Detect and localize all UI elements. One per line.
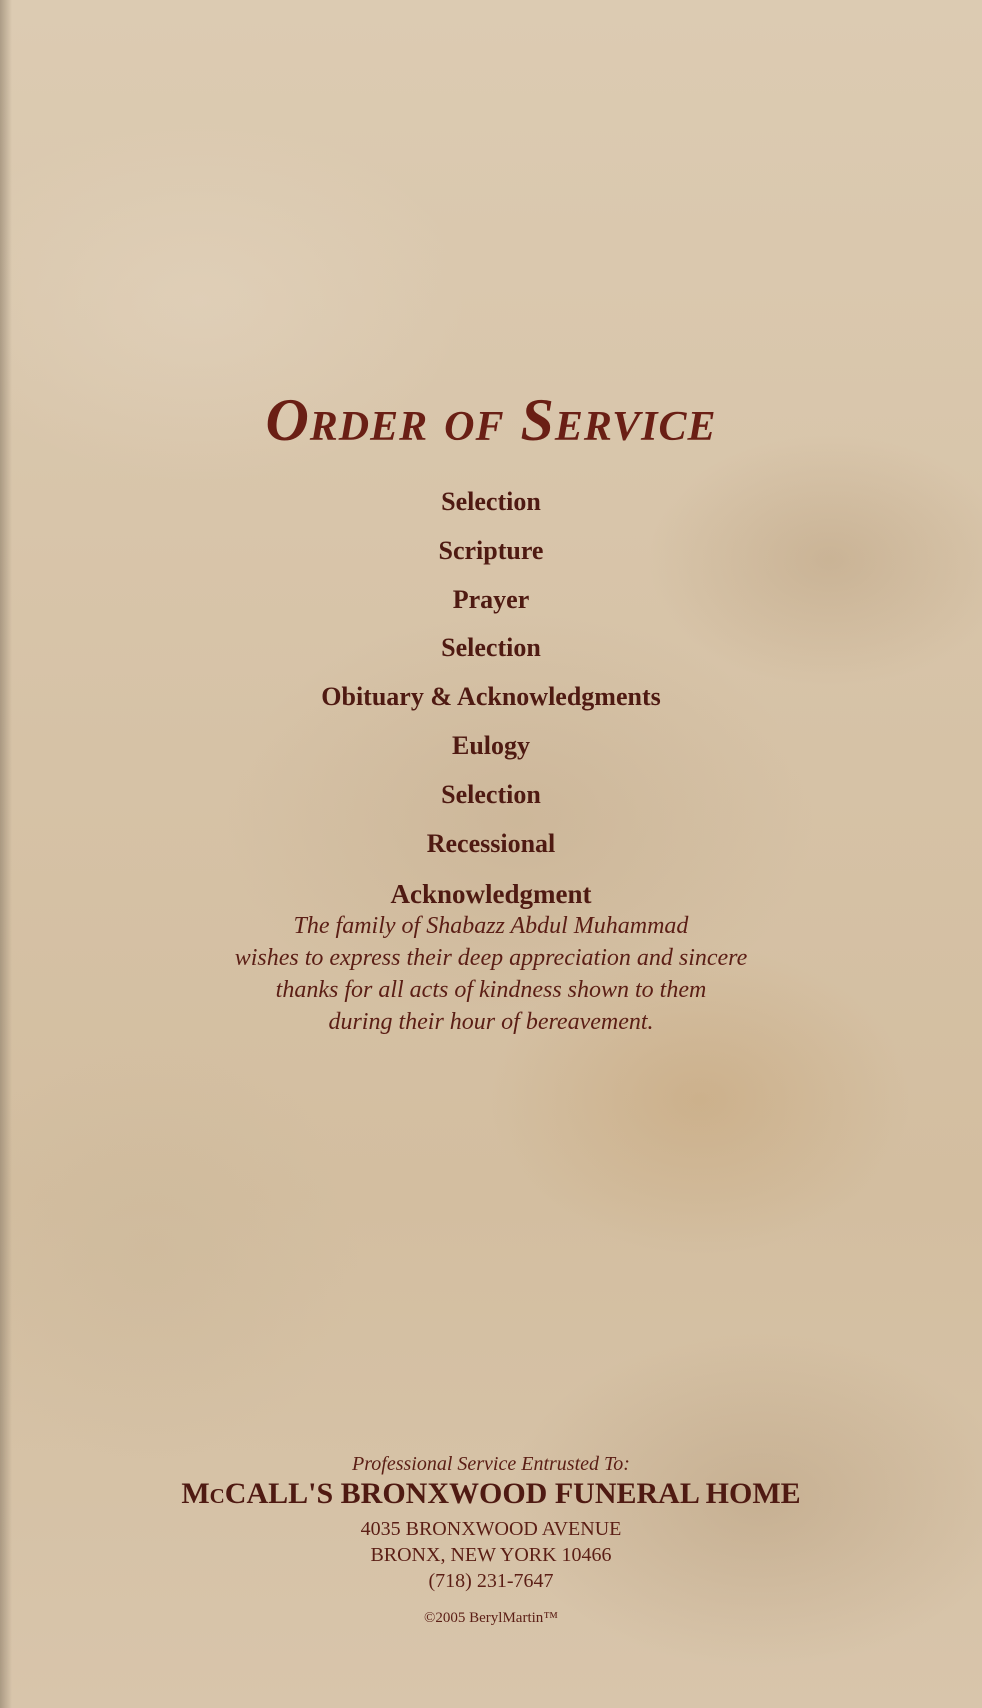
service-item-obituary: Obituary & Acknowledgments — [321, 682, 661, 712]
acknowledgment-line: The family of Shabazz Abdul Muhammad — [293, 913, 689, 939]
address-city: BRONX, NEW YORK 10466 — [370, 1544, 612, 1566]
funeral-home-name: McCALL'S BRONXWOOD FUNERAL HOME — [181, 1477, 801, 1510]
service-item-recessional: Recessional — [426, 828, 556, 858]
acknowledgment-heading: Acknowledgment — [390, 879, 592, 909]
acknowledgment-text — [0, 910, 982, 1038]
service-item-selection-1: Selection — [441, 487, 541, 516]
entrusted-label: Professional Service Entrusted To: — [352, 1453, 630, 1475]
order-of-service-list — [0, 478, 982, 868]
service-item-selection-2: Selection — [441, 633, 541, 663]
service-item-prayer: Prayer — [452, 584, 530, 614]
service-item-scripture: Scripture — [438, 535, 544, 565]
copyright-notice: ©2005 BerylMartin™ — [424, 1610, 558, 1626]
service-item-eulogy: Eulogy — [451, 730, 531, 760]
address-phone: (718) 231-7647 — [428, 1570, 554, 1592]
acknowledgment-line: during their hour of bereavement. — [328, 1009, 654, 1035]
address-street: 4035 BRONXWOOD AVENUE — [360, 1518, 622, 1540]
acknowledgment-line: wishes to express their deep appreciation and sincere — [234, 945, 748, 971]
acknowledgment-line: thanks for all acts of kindness shown to them — [275, 977, 707, 1003]
page-title: Order of Service — [265, 387, 717, 453]
funeral-home-address — [0, 1516, 982, 1594]
service-item-selection-3: Selection — [441, 779, 541, 809]
